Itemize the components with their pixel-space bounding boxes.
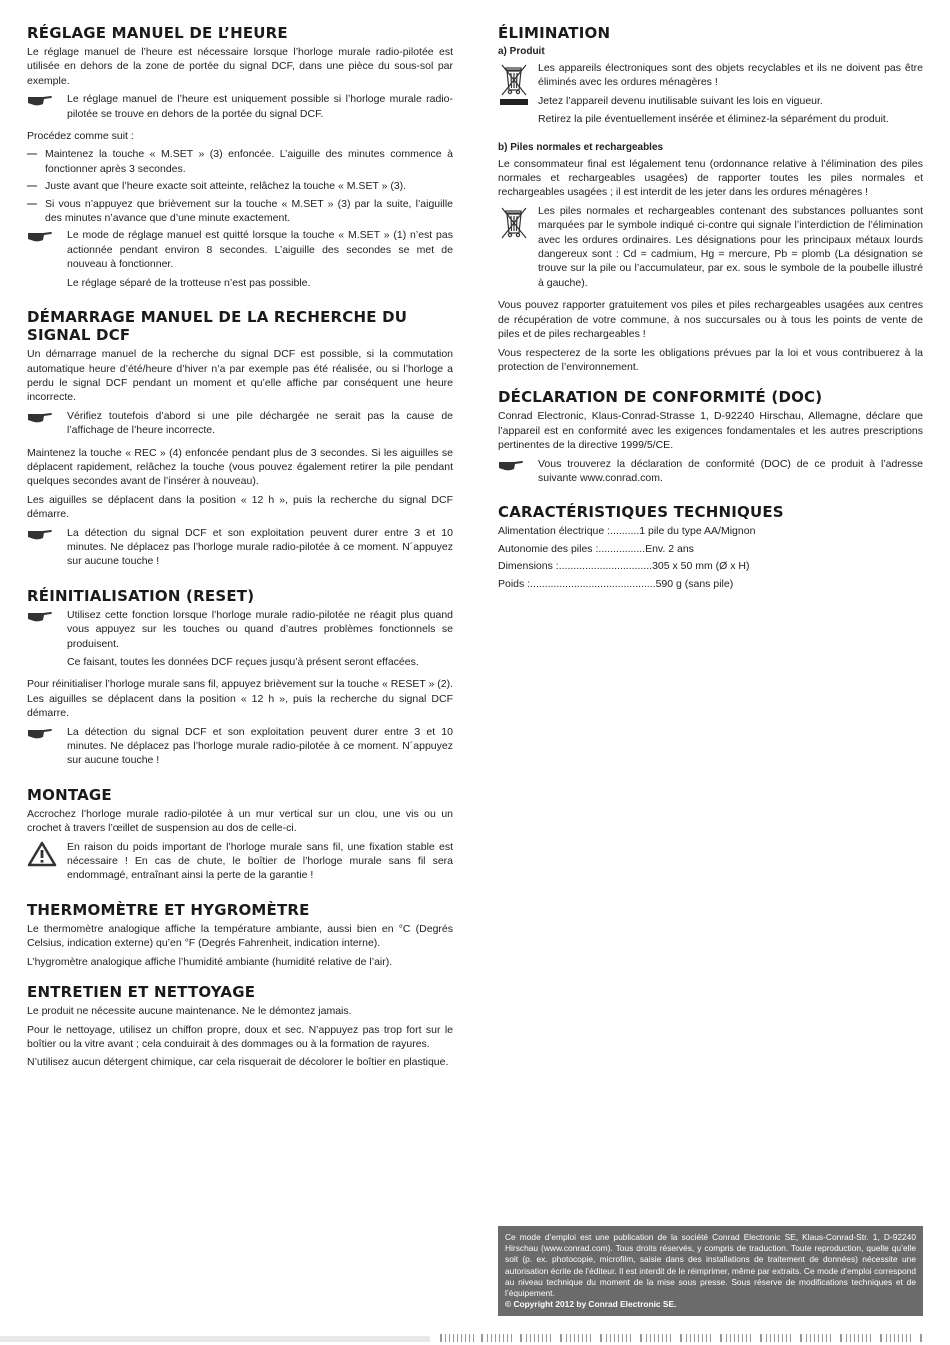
spec-row <box>498 542 923 556</box>
list-item <box>27 147 453 176</box>
spec-label: Alimentation électrique : <box>498 525 611 538</box>
section-demarrage-manuel <box>27 308 453 573</box>
section-title: MONTAGE <box>27 785 112 804</box>
paragraph: N’utilisez aucun détergent chimique, car cela risquerait de décolorer le boîtier en plastique. <box>27 1056 449 1069</box>
spec-dots: .......... <box>610 525 640 538</box>
paragraph: Un démarrage manuel de la recherche du signal DCF est possible, si la commutation automatique heure d’été/heure d’hiver n’a par exemple pas été réalisée, ou si l’horloge a perdu le signal DCF pendant un moment et qu’elle affiche par conséquent une heure incorrecte. <box>27 348 453 404</box>
section-reinitialisation <box>27 587 453 772</box>
note <box>27 228 453 294</box>
note-text: Les piles normales et rechargeables contenant des substances polluantes sont marquées par le symbole indiqué ci-contre qui signale l’interdiction de l’élimination avec les ordures ordinaires. Les désignations pour les principaux métaux lourds dangereux sont : Cd = cadmium, Hg = mercure, Pb = plomb (La désignation se trouve sur la pile ou l’accumulateur, par ex. sous le symbole de la poubelle illustré à gauche). <box>538 204 923 289</box>
note <box>498 61 923 131</box>
list-item <box>27 179 453 193</box>
copyright: © Copyright 2012 by Conrad Electronic SE. <box>505 1299 677 1310</box>
section-entretien <box>27 983 453 1070</box>
pointing-hand-icon <box>27 92 67 125</box>
paragraph: L’hygromètre analogique affiche l’humidité ambiante (humidité relative de l’air). <box>27 955 393 968</box>
paragraph: Pour réinitialiser l’horloge murale sans fil, appuyez brièvement sur la touche « RESET » (2). Les aiguilles se déplacent dans la position « 12 h », puis la recherche du signal DCF démarre. <box>27 678 453 720</box>
spec-row <box>498 559 923 573</box>
note <box>498 204 923 294</box>
spec-value: 1 pile du type AA/Mignon <box>639 525 756 538</box>
note <box>498 457 923 490</box>
paragraph: Les aiguilles se déplacent dans la position « 12 h », puis la recherche du signal DCF démarre. <box>27 493 453 521</box>
section-montage <box>27 786 453 887</box>
section-title: DÉCLARATION DE CONFORMITÉ (DOC) <box>498 388 823 407</box>
spec-label: Autonomie des piles : <box>498 542 599 555</box>
note <box>27 409 453 442</box>
paragraph: Vous respecterez de la sorte les obligations prévues par la loi et vous contribuerez à la protection de l’environnement. <box>498 346 923 373</box>
spec-value: 305 x 50 mm (Ø x H) <box>652 560 750 573</box>
note-text: Le mode de réglage manuel est quitté lorsque la touche « M.SET » (1) n’est pas actionnée pendant environ 8 secondes. L’aiguille des secondes se met de nouveau à fonctionner. <box>67 229 453 271</box>
section-thermometre <box>27 901 453 969</box>
barcode-strip <box>440 1334 925 1342</box>
note-text: Le réglage manuel de l’heure est uniquement possible si l’horloge murale radio-pilotée se trouve en dehors de la portée du signal DCF. <box>67 93 453 120</box>
imprint-text: Ce mode d’emploi est une publication de la société Conrad Electronic SE, Klaus-Conrad-Str. 1, D-92240 Hirschau (www.conrad.com). Tous droits réservés, y compris de traduction. Toute reproduction, quelle qu’elle soit (p. ex. photocopie, microfilm, saisie dans des installations de traitement de données) nécessite une autorisation écrite de l’éditeur. Il est interdit de le réimprimer, même par extraits. Ce mode d’emploi correspond au niveau technique du moment de la mise sous presse. Sous réserve de modifications techniques et de l’équipement. <box>505 1232 916 1299</box>
subsection-title: a) Produit <box>498 46 545 57</box>
section-title: DÉMARRAGE MANUEL DE LA RECHERCHE DU SIGNAL DCF <box>27 308 408 345</box>
pointing-hand-icon <box>27 725 67 772</box>
note-text: Ce faisant, toutes les données DCF reçues jusqu’à présent seront effacées. <box>67 656 419 668</box>
spec-label: Dimensions : <box>498 560 559 573</box>
spec-label: Poids : <box>498 577 531 590</box>
note-text: La détection du signal DCF et son exploitation peuvent durer entre 3 et 10 minutes. Ne déplacez pas l’horloge murale radio-pilotée à ce moment. N´appuyez sur aucune touche ! <box>67 725 453 767</box>
paragraph: Conrad Electronic, Klaus-Conrad-Strasse 1, D-92240 Hirschau, Allemagne, déclare que l’appareil est en conformité avec les exigences fondamentales et les autres prescriptions pertinentes de la directive 1999/5/CE. <box>498 410 923 452</box>
paragraph: Pour le nettoyage, utilisez un chiffon propre, doux et sec. N’appuyez pas trop fort sur le boîtier ou la vitre avant ; cela conduirait à des dommages ou à la formation de rayures. <box>27 1023 453 1050</box>
paragraph: Le thermomètre analogique affiche la température ambiante, aussi bien en °C (Degrés Celsius, indication externe) qu’en °F (Degrés Fahrenheit, indication interne). <box>27 922 453 950</box>
warning-note <box>27 840 453 887</box>
paragraph: Procédez comme suit : <box>27 130 134 143</box>
section-title: ENTRETIEN ET NETTOYAGE <box>27 983 256 1002</box>
note <box>27 92 453 125</box>
right-column <box>498 24 923 605</box>
paragraph: Le réglage manuel de l’heure est nécessaire lorsque l’horloge murale radio-pilotée est utilisée en dehors de la zone de portée du signal DCF, dans une pièce du sous-sol par exemple. <box>27 46 453 87</box>
crossed-out-bin-icon <box>498 61 538 131</box>
paragraph: Le consommateur final est légalement tenu (ordonnance relative à l’élimination des piles normales et rechargeables usagées) de rapporter toutes les piles normales et rechargeables usagées ; il est interdit de les jeter dans les ordures ménagères ! <box>498 157 923 199</box>
note-text: Vous trouverez la déclaration de conformité (DOC) de ce produit à l’adresse suivante www.conrad.com. <box>538 457 923 484</box>
spec-value: 590 g (sans pile) <box>655 577 734 590</box>
section-title: CARACTÉRISTIQUES TECHNIQUES <box>498 503 784 522</box>
imprint-box <box>498 1226 923 1316</box>
paragraph: Maintenez la touche « REC » (4) enfoncée pendant plus de 3 secondes. Si les aiguilles se déplacent rapidement, relâchez la touche (vous pouvez également retirer la pile pendant quelques secondes avant de l’insérer à nouveau). <box>27 446 453 488</box>
paragraph: Le produit ne nécessite aucune maintenance. Ne le démontez jamais. <box>27 1005 352 1018</box>
section-title: THERMOMÈTRE ET HYGROMÈTRE <box>27 900 310 919</box>
note-text: Jetez l’appareil devenu inutilisable suivant les lois en vigueur. <box>538 94 823 107</box>
section-elimination <box>498 24 923 374</box>
list-item-text: Si vous n’appuyez que brièvement sur la touche « M.SET » (3) par la suite, l’aiguille des minutes n’avance que d’une minute exactement. <box>45 197 453 225</box>
spec-dots: ........................................... <box>530 577 656 590</box>
warning-triangle-icon <box>27 840 67 887</box>
note <box>27 608 453 674</box>
note-text: La détection du signal DCF et son exploitation peuvent durer entre 3 et 10 minutes. Ne déplacez pas l’horloge murale radio-pilotée à ce moment. N´appuyez sur aucune touche ! <box>67 526 453 568</box>
list-item-text: Maintenez la touche « M.SET » (3) enfoncée. L’aiguille des minutes commence à fonctionner après 3 secondes. <box>45 148 453 175</box>
list-item-text: Juste avant que l’heure exacte soit atteinte, relâchez la touche « M.SET » (3). <box>45 180 407 193</box>
subsection-title: b) Piles normales et rechargeables <box>498 141 664 153</box>
section-caracteristiques <box>498 503 923 591</box>
pointing-hand-icon <box>498 457 538 490</box>
note <box>27 725 453 772</box>
paragraph: Accrochez l’horloge murale radio-pilotée à un mur vertical sur un clou, une vis ou un crochet à travers l’œillet de suspension au dos de celle-ci. <box>27 807 453 835</box>
pointing-hand-icon <box>27 228 67 294</box>
spec-value: Env. 2 ans <box>645 542 694 555</box>
list-item <box>27 197 453 226</box>
note-text: Le réglage séparé de la trotteuse n’est pas possible. <box>67 276 311 289</box>
note-text: Les appareils électroniques sont des objets recyclables et ils ne doivent pas être éliminés avec les ordures ménagères ! <box>538 62 923 89</box>
paragraph: Vous pouvez rapporter gratuitement vos piles et piles rechargeables usagées aux centres de récupération de votre commune, à nos succursales ou à tous les points de vente de piles et de piles rechargeables ! <box>498 299 923 341</box>
note-text: Utilisez cette fonction lorsque l’horloge murale radio-pilotée ne réagit plus quand vous appuyez sur les touches ou quand d’autres problèmes fonctionnels se produisent. <box>67 608 453 650</box>
crossed-out-bin-icon <box>498 204 538 294</box>
section-reglage-manuel <box>27 24 453 294</box>
spec-row <box>498 524 923 538</box>
spec-dots: ................ <box>598 542 646 555</box>
print-registration-marks <box>0 1336 430 1342</box>
section-title: RÉGLAGE MANUEL DE L’HEURE <box>27 24 288 42</box>
spec-row <box>498 577 923 591</box>
pointing-hand-icon <box>27 608 67 674</box>
note-text: Vérifiez toutefois d’abord si une pile déchargée ne serait pas la cause de l’affichage de l’heure incorrecte. <box>67 409 453 437</box>
pointing-hand-icon <box>27 409 67 442</box>
note-text: Retirez la pile éventuellement insérée et éliminez-la séparément du produit. <box>538 113 889 126</box>
note <box>27 526 453 573</box>
section-title: RÉINITIALISATION (RESET) <box>27 586 255 605</box>
warning-text: En raison du poids important de l’horloge murale sans fil, une fixation stable est nécessaire ! En cas de chute, le boîtier de l’horloge murale sans fil sera endommagé, entraînant ainsi la perte de la garantie ! <box>67 840 453 882</box>
section-declaration <box>498 388 923 489</box>
pointing-hand-icon <box>27 526 67 573</box>
left-column <box>27 24 453 1084</box>
section-title: ÉLIMINATION <box>498 24 611 42</box>
spec-dots: ................................ <box>558 560 653 573</box>
